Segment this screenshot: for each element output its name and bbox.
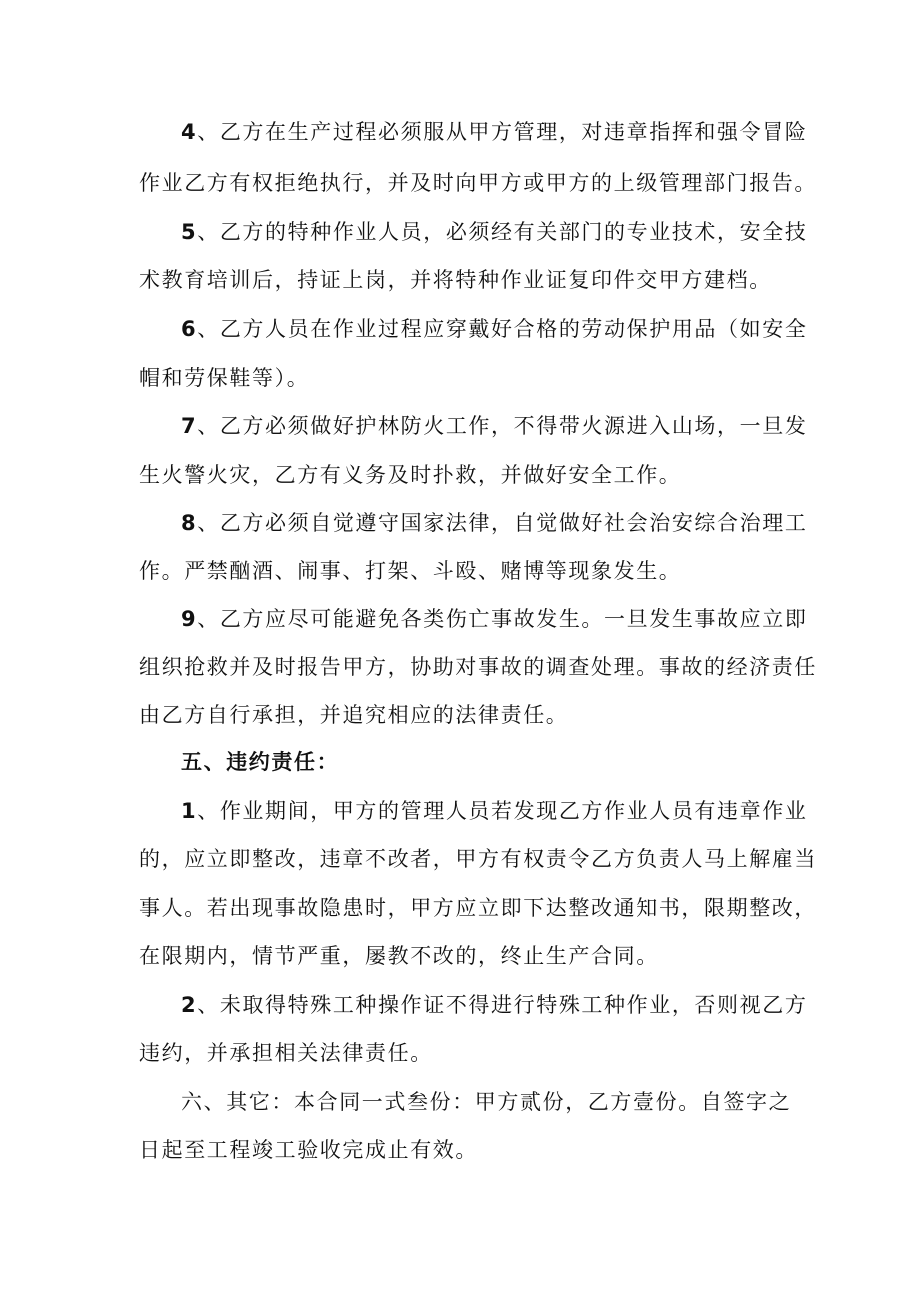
item-7-line-2: 生火警火灾，乙方有义务及时扑救，并做好安全工作。 [139,463,682,487]
breach-item-1-line-1 [181,796,807,826]
section-other-line-2: 日起至工程竣工验收完成止有效。 [139,1138,478,1162]
item-number: 5 [181,220,198,244]
item-number: 1 [181,799,198,823]
item-4-line-1 [181,117,807,147]
item-number: 7 [181,414,198,438]
item-9-line-3: 由乙方自行承担，并追究相应的法律责任。 [139,703,569,727]
item-number: 8 [181,511,198,535]
item-text: 、乙方应尽可能避免各类伤亡事故发生。一旦发生事故应立即 [197,607,808,631]
item-6-line-1 [181,314,807,344]
item-text: 、乙方的特种作业人员，必须经有关部门的专业技术，安全技 [197,220,808,244]
item-5-line-1 [181,217,807,247]
item-9-line-1 [181,604,807,634]
breach-item-2-line-2: 违约，并承担相关法律责任。 [139,1041,433,1065]
item-number: 2 [181,993,198,1017]
section-heading-breach-liability: 五、违约责任： [181,750,340,774]
breach-item-1-line-3: 事人。若出现事故隐患时，甲方应立即下达整改通知书，限期整改， [139,896,817,920]
breach-item-2-line-1 [181,990,807,1020]
item-6-line-2: 帽和劳保鞋等）。 [139,366,310,390]
item-text: 、未取得特殊工种操作证不得进行特殊工种作业，否则视乙方 [197,993,808,1017]
item-number: 6 [181,317,198,341]
section-other-line-1: 六、其它：本合同一式叁份：甲方贰份，乙方壹份。自签字之 [181,1090,792,1114]
item-4-line-2: 作业乙方有权拒绝执行，并及时向甲方或甲方的上级管理部门报告。 [139,171,817,195]
item-text: 、作业期间，甲方的管理人员若发现乙方作业人员有违章作业 [197,799,808,823]
item-5-line-2: 术教育培训后，持证上岗，并将特种作业证复印件交甲方建档。 [139,268,772,292]
breach-item-1-line-2: 的，应立即整改，违章不改者，甲方有权责令乙方负责人马上解雇当 [139,847,817,871]
item-number: 9 [181,607,198,631]
item-text: 、乙方必须做好护林防火工作，不得带火源进入山场，一旦发 [197,414,808,438]
item-text: 、乙方必须自觉遵守国家法律，自觉做好社会治安综合治理工 [197,511,808,535]
item-7-line-1 [181,411,807,441]
item-8-line-1 [181,508,807,538]
item-number: 4 [181,120,198,144]
breach-item-1-line-4: 在限期内，情节严重，屡教不改的，终止生产合同。 [139,944,659,968]
item-text: 、乙方在生产过程必须服从甲方管理，对违章指挥和强令冒险 [197,120,808,144]
item-text: 、乙方人员在作业过程应穿戴好合格的劳动保护用品（如安全 [197,317,808,341]
item-8-line-2: 作。严禁酗酒、闹事、打架、斗殴、赌博等现象发生。 [139,559,682,583]
item-9-line-2: 组织抢救并及时报告甲方，协助对事故的调查处理。事故的经济责任 [139,655,817,679]
